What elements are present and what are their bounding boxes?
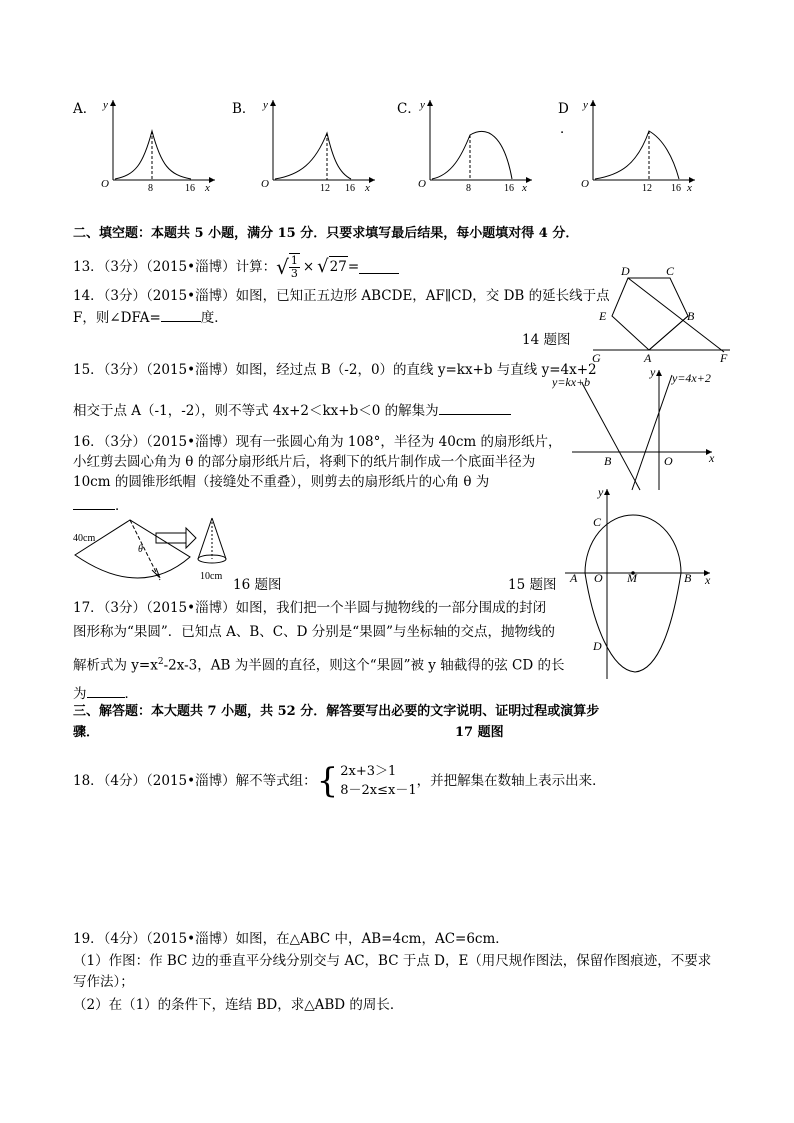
- option-b-letter: B．: [232, 101, 256, 117]
- tick-label: 12: [320, 183, 330, 194]
- origin-label: O: [664, 454, 673, 468]
- origin-label: O: [581, 178, 589, 190]
- q14-unit: 度．: [200, 310, 228, 326]
- point-label: C: [666, 264, 675, 278]
- fraction: [289, 253, 300, 280]
- q15-line-1: 15．（3分）（2015•淄博）如图，经过点 B（-2，0）的直线 y=kx+b 与直线 y=4x+2: [73, 362, 597, 378]
- point-label: F: [720, 351, 728, 364]
- q14-caption: 14 题图: [522, 332, 571, 348]
- q17-line-3: [73, 652, 564, 676]
- inequality-1: 2x+3＞1: [340, 764, 397, 779]
- q19-line-3: 写作法）；: [73, 974, 134, 990]
- option-c-graph: [412, 95, 542, 195]
- inequality-system: [340, 762, 416, 800]
- q14-text: F，则∠DFA=: [73, 310, 161, 326]
- q17-caption: 17 题图: [455, 725, 504, 740]
- q17-line-1: 17．（3分）（2015•淄博）如图，我们把一个半圆与抛物线的一部分围成的封闭: [73, 600, 547, 616]
- axis-y-label: y: [263, 99, 268, 111]
- radicand: 27: [329, 256, 348, 277]
- axis-y-label: y: [103, 99, 108, 111]
- answer-blank[interactable]: [359, 259, 399, 274]
- line-label: y=kx+b: [552, 375, 591, 389]
- question-18: [73, 762, 606, 800]
- radius-label: 40cm: [73, 533, 96, 544]
- point-label: A: [644, 351, 652, 364]
- q17-line-4: [73, 683, 138, 704]
- tick-label: 8: [148, 183, 153, 194]
- q17-line-2: 图形称为“果圆”．已知点 A、B、C、D 分别是“果圆”与坐标轴的交点，抛物线的: [73, 624, 556, 640]
- q13-prefix: 13．（3分）（2015•淄博）计算：: [73, 258, 277, 275]
- axis-x-label: x: [365, 182, 370, 194]
- q15-text: 相交于点 A（-1，-2），则不等式 4x+2＜kx+b＜0 的解集为: [73, 403, 439, 419]
- axis-x-label: x: [687, 182, 692, 194]
- q17-text: 解析式为 y=x: [73, 657, 158, 674]
- q16-line-4: [73, 495, 129, 516]
- origin-label: O: [594, 571, 603, 585]
- option-a-graph: [95, 95, 225, 195]
- option-b-graph: [255, 95, 385, 195]
- q16-caption: 16 题图: [233, 577, 282, 593]
- tick-label: 16: [345, 183, 355, 194]
- q16-line-3: 10cm 的圆锥形纸帽（接缝处不重叠），则剪去的扇形纸片的心角 θ 为: [73, 474, 490, 490]
- tick-label: 12: [642, 183, 652, 194]
- fraction-numerator: 1: [290, 254, 298, 267]
- q19-line-2: （1）作图：作 BC 边的垂直平分线分别交与 AC，BC 于点 D，E（用尺规作图法，保留作图痕迹，不要求: [73, 953, 712, 969]
- point-label: E: [599, 309, 607, 323]
- times-sign: ×: [302, 258, 315, 275]
- line-label: y=4x+2: [672, 371, 711, 385]
- angle-label: θ: [138, 544, 143, 555]
- axis-y-label: y: [650, 365, 656, 379]
- sqrt-icon: √: [276, 254, 289, 279]
- axis-y-label: y: [598, 485, 604, 499]
- origin-label: O: [261, 178, 269, 190]
- axis-y-label: y: [420, 99, 425, 111]
- point-label: B: [604, 454, 612, 468]
- option-a-letter: A．: [73, 101, 97, 117]
- answer-blank[interactable]: [161, 307, 201, 322]
- origin-label: O: [418, 178, 426, 190]
- section-2-heading: 二、填空题：本题共 5 小题，满分 15 分．只要求填写最后结果，每小题填对得 4 分．: [73, 226, 579, 241]
- question-13: [73, 253, 399, 280]
- q15-figure: [552, 365, 722, 495]
- equals-sign: =: [347, 258, 360, 275]
- q16-figure: [70, 515, 250, 587]
- q19-line-4: （2）在（1）的条件下，连结 BD，求△ABD 的周长．: [73, 997, 404, 1013]
- point-label: A: [570, 571, 578, 585]
- tick-label: 8: [466, 183, 471, 194]
- point-label: B: [687, 309, 695, 323]
- axis-x-label: x: [522, 182, 527, 194]
- section-3-heading-cont: 骤．: [73, 725, 100, 740]
- point-label: M: [627, 571, 637, 585]
- answer-blank[interactable]: [87, 683, 125, 698]
- option-d-graph: [575, 95, 705, 195]
- axis-x-label: x: [705, 573, 711, 587]
- q14-line-1: 14．（3分）（2015•淄博）如图，已知正五边形 ABCDE，AF∥CD，交 DB 的延长线于点: [73, 288, 610, 304]
- q19-line-1: 19．（4分）（2015•淄博）如图，在△ABC 中，AB=4cm，AC=6cm．: [73, 931, 509, 947]
- section-3-heading: 三、解答题：本大题共 7 小题，共 52 分．解答要写出必要的文字说明、证明过程或演算步: [73, 704, 600, 719]
- option-d-letter: D: [558, 101, 569, 117]
- exponent: 2: [157, 657, 164, 667]
- q18-suffix: ，并把解集在数轴上表示出来．: [416, 773, 606, 789]
- point-label: D: [621, 264, 630, 278]
- brace-icon: {: [316, 761, 339, 801]
- q17-figure: [555, 484, 715, 684]
- q15-caption: 15 题图: [508, 577, 557, 593]
- answer-blank[interactable]: [439, 400, 511, 415]
- q18-prefix: 18．（4分）（2015•淄博）解不等式组：: [73, 773, 317, 789]
- option-d-dot: ．: [560, 121, 574, 137]
- axis-y-label: y: [583, 99, 588, 111]
- axis-x-label: x: [205, 182, 210, 194]
- inequality-2: 8－2x≤x－1: [340, 783, 417, 798]
- answer-blank[interactable]: [73, 495, 115, 510]
- tick-label: 16: [185, 183, 195, 194]
- q17-text: -2x-3，AB 为半圆的直径，则这个“果圆”被 y 轴截得的弦 CD 的长: [163, 657, 565, 674]
- q16-line-1: 16．（3分）（2015•淄博）现有一张圆心角为 108°，半径为 40cm 的扇形纸片，: [73, 434, 562, 450]
- q17-text: 为: [73, 686, 87, 702]
- point-label: D: [593, 639, 602, 653]
- q15-line-2: [73, 400, 511, 421]
- tick-label: 16: [504, 183, 514, 194]
- option-c-letter: C．: [397, 101, 421, 117]
- point-label: G: [592, 351, 601, 364]
- q14-line-2: [73, 307, 228, 328]
- fraction-denominator: 3: [290, 267, 298, 280]
- q16-line-2: 小红剪去圆心角为 θ 的部分扇形纸片后，将剩下的纸片制作成一个底面半径为: [73, 454, 536, 470]
- point-label: C: [593, 515, 602, 529]
- q14-figure: [588, 262, 738, 364]
- tick-label: 16: [671, 183, 681, 194]
- base-radius-label: 10cm: [200, 571, 223, 582]
- q16-period: ．: [115, 498, 129, 514]
- sqrt-icon: √: [317, 255, 329, 277]
- point-label: B: [684, 571, 692, 585]
- q17-period: ．: [124, 686, 138, 702]
- origin-label: O: [101, 178, 109, 190]
- axis-x-label: x: [709, 451, 715, 465]
